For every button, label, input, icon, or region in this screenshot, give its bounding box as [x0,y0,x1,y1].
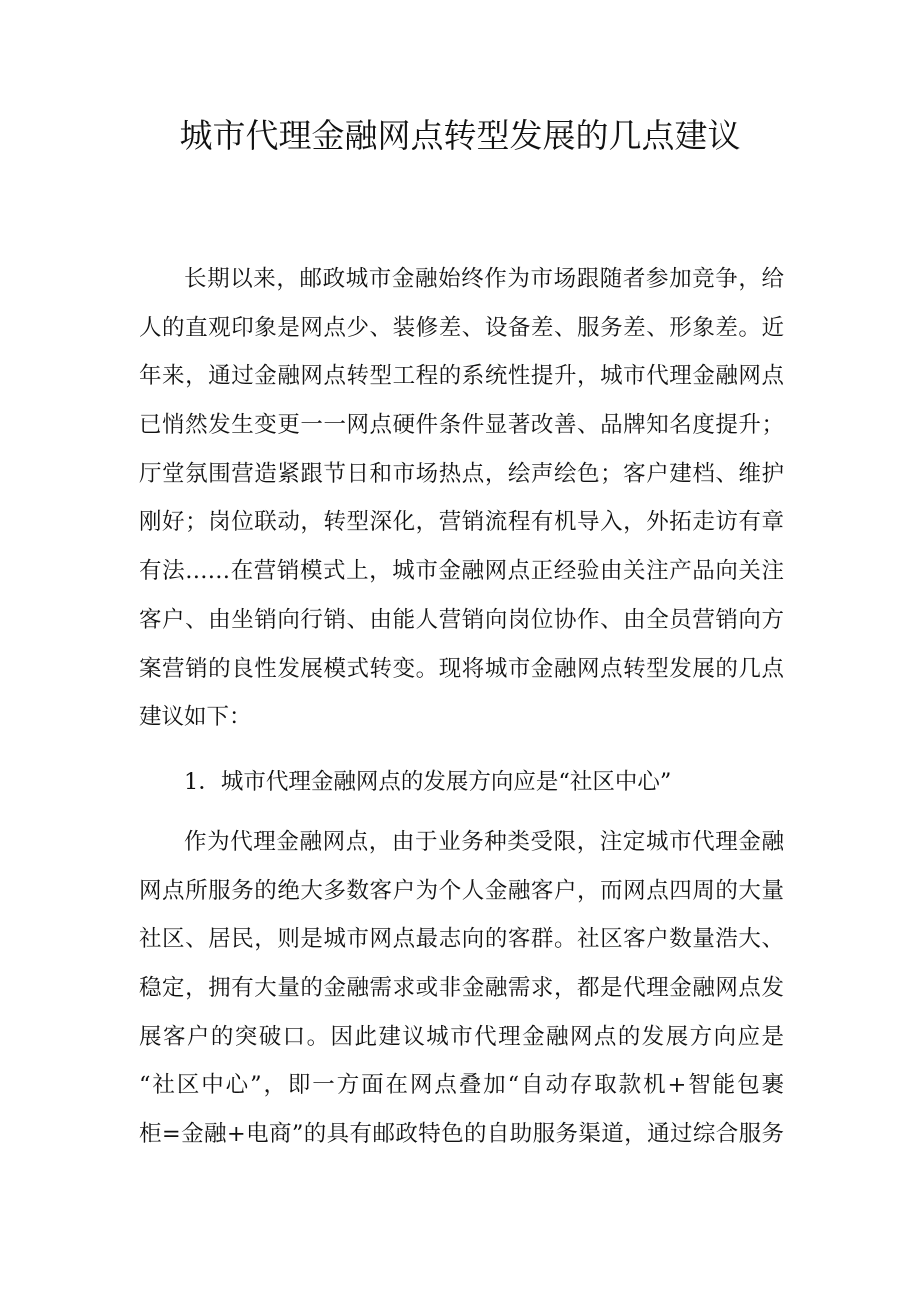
paragraph-line: 厅堂氛围营造紧跟节日和市场热点，绘声绘色；客户建档、维护 [139,460,784,487]
paragraph-line: 刚好；岗位联动，转型深化，营销流程有机导入，外拓走访有章 [139,509,784,536]
paragraph-line: 稳定，拥有大量的金融需求或非金融需求，都是代理金融网点发 [139,974,784,1001]
paragraph-line: 人的直观印象是网点少、装修差、设备差、服务差、形象差。近 [139,314,784,341]
paragraph-line: “社区中心”，即一方面在网点叠加“自动存取款机+智能包裹 [139,1072,784,1099]
section-heading: 1．城市代理金融网点的发展方向应是“社区中心” [184,768,672,795]
paragraph-line: 客户、由坐销向行销、由能人营销向岗位协作、由全员营销向方 [139,606,784,633]
document-title: 城市代理金融网点转型发展的几点建议 [179,116,741,155]
paragraph-line: 年来，通过金融网点转型工程的系统性提升，城市代理金融网点 [139,363,784,390]
paragraph-intro [139,255,784,742]
document-body [139,255,784,1159]
paragraph-line: 社区、居民，则是城市网点最志向的客群。社区客户数量浩大、 [139,926,784,953]
paragraph-community [139,818,784,1159]
paragraph-line: 长期以来，邮政城市金融始终作为市场跟随者参加竞争，给 [184,266,784,292]
paragraph-line: 展客户的突破口。因此建议城市代理金融网点的发展方向应是 [139,1023,784,1050]
paragraph-line: 网点所服务的绝大多数客户为个人金融客户，而网点四周的大量 [139,877,784,904]
paragraph-line: 建议如下： [139,704,252,731]
paragraph-line: 有法……在营销模式上，城市金融网点正经验由关注产品向关注 [139,558,784,585]
paragraph-line: 作为代理金融网点，由于业务种类受限，注定城市代理金融 [184,828,784,855]
paragraph-line: 已悄然发生变更一一网点硬件条件显著改善、品牌知名度提升； [139,412,784,439]
paragraph-line: 案营销的良性发展模式转变。现将城市金融网点转型发展的几点 [139,655,784,682]
paragraph-line: 柜=金融+电商”的具有邮政特色的自助服务渠道，通过综合服务 [139,1121,784,1147]
